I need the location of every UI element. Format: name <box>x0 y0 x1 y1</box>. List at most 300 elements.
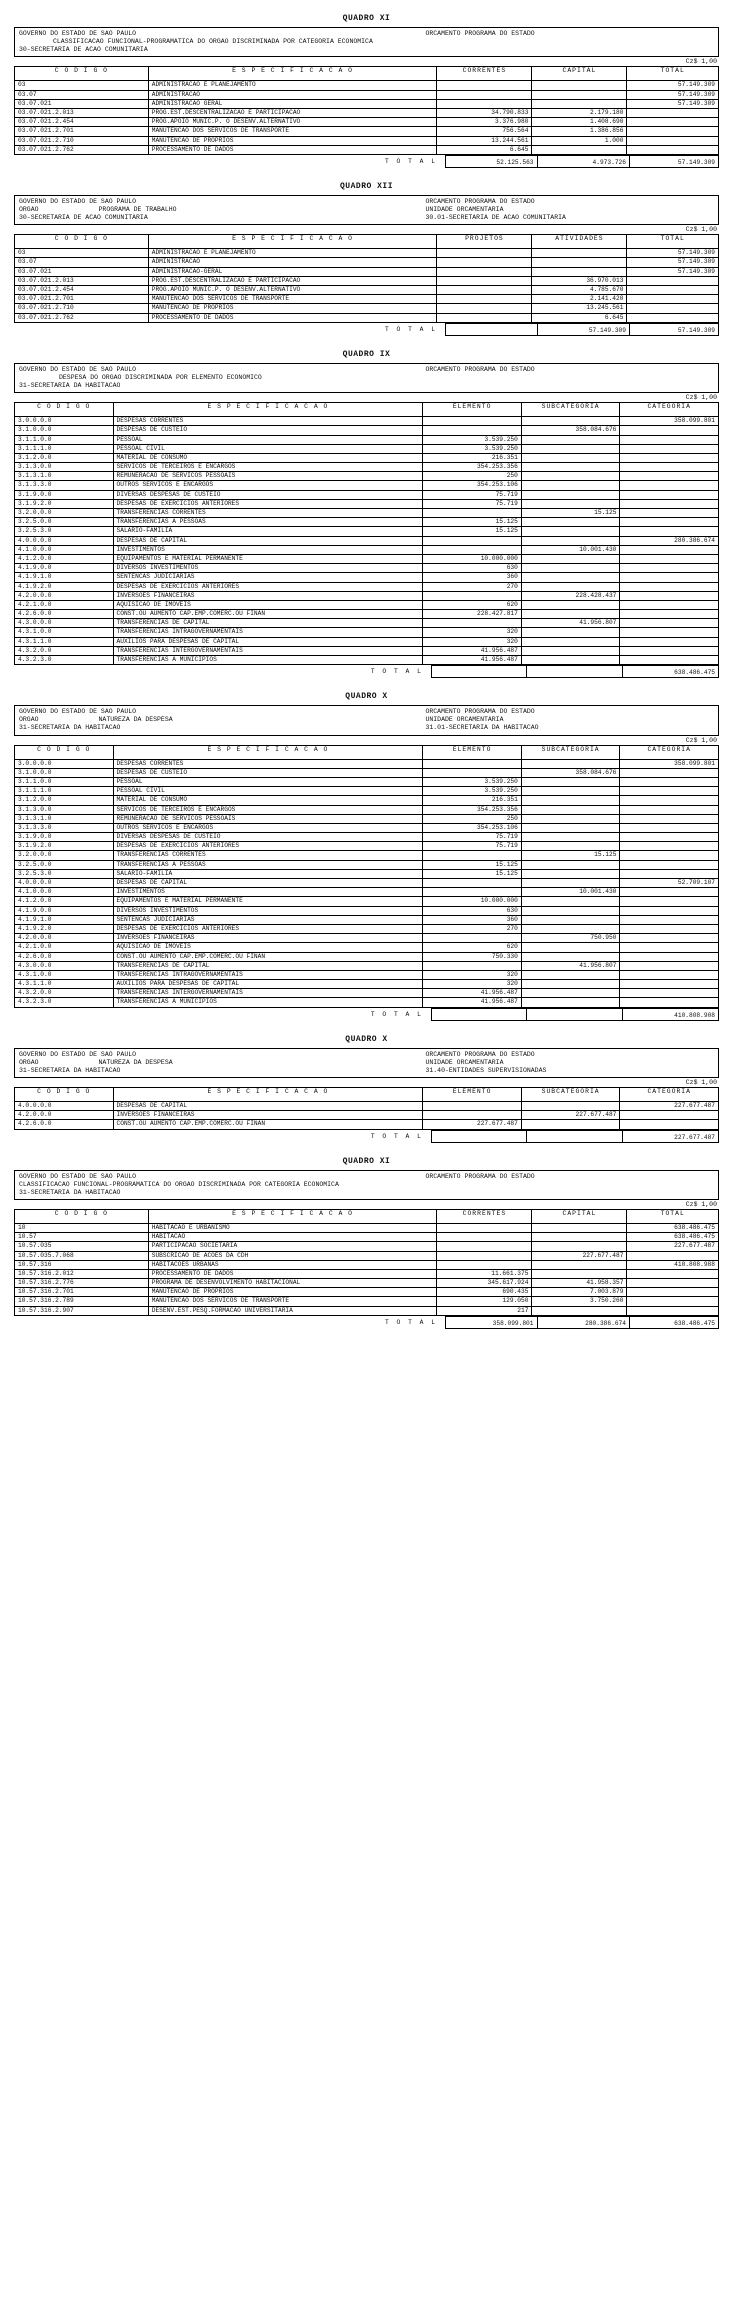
cell-value-3: 57.149.309 <box>627 249 719 258</box>
cell-especificacao: TRANSFERENCIAS INTRAGOVERNAMENTAIS <box>113 628 423 637</box>
cell-especificacao: TRANSFERENCIAS INTERGOVERNAMENTAIS <box>113 989 423 998</box>
cell-value-1: 13.244.561 <box>437 136 532 145</box>
cell-value-3 <box>627 313 719 322</box>
quadro-title: QUADRO XI <box>342 14 391 23</box>
cell-value-1 <box>437 249 532 258</box>
table-row <box>15 1297 719 1306</box>
table-header-row <box>15 1209 719 1223</box>
table-row <box>15 656 719 665</box>
cell-value-2 <box>521 897 620 906</box>
cell-value-1: 250 <box>423 814 522 823</box>
cell-value-2 <box>521 998 620 1007</box>
cell-value-1: 630 <box>423 564 522 573</box>
cell-value-1: 3.376.980 <box>437 118 532 127</box>
cell-codigo: 03.07.021 <box>15 99 149 108</box>
cell-codigo: 3.2.5.0.0 <box>15 518 114 527</box>
cell-codigo: 3.1.2.0.0 <box>15 453 114 462</box>
cell-especificacao: SENTENCAS JUDICIARIAS <box>113 915 423 924</box>
cell-value-3 <box>620 823 719 832</box>
cell-codigo: 3.1.1.0.0 <box>15 777 114 786</box>
cell-value-2 <box>521 527 620 536</box>
cell-codigo: 10.57.316.2.776 <box>15 1279 149 1288</box>
cell-value-1 <box>423 888 522 897</box>
total-atividades: 57.149.309 <box>538 323 630 336</box>
total-categoria: 227.677.487 <box>623 1130 719 1143</box>
table-body <box>15 1223 719 1315</box>
cell-codigo: 03 <box>15 249 149 258</box>
cell-value-2 <box>532 1306 627 1315</box>
cell-especificacao: PROGRAMA DE DESENVOLVIMENTO HABITACIONAL <box>148 1279 437 1288</box>
cell-especificacao: PROG.APOIO MUNIC.P. O DESENV.ALTERNATIVO <box>148 118 437 127</box>
cell-codigo: 3.2.0.0.0 <box>15 851 114 860</box>
cell-codigo: 3.1.9.0.0 <box>15 833 114 842</box>
cell-value-1: 129.050 <box>437 1297 532 1306</box>
cell-value-1: 354.253.106 <box>423 823 522 832</box>
cell-value-1 <box>423 426 522 435</box>
cell-value-3 <box>620 897 719 906</box>
cell-value-2: 227.677.487 <box>521 1111 620 1120</box>
cell-value-3 <box>620 646 719 655</box>
col-categoria: CATEGORIA <box>620 403 719 417</box>
orcamento-label: ORCAMENTO PROGRAMA DO ESTADO <box>425 197 535 205</box>
cell-value-3 <box>620 518 719 527</box>
cell-especificacao: PROCESSAMENTO DE DADOS <box>148 145 437 154</box>
table-row <box>15 108 719 117</box>
cell-value-2 <box>521 435 620 444</box>
quadro-block-5 <box>14 1048 719 1143</box>
col-subcategoria: SUBCATEGORIA <box>521 403 620 417</box>
quadro-title: QUADRO IX <box>342 349 391 359</box>
col-especificacao: E S P E C I F I C A C A O <box>113 403 423 417</box>
orgao-value: 31-SECRETARIA DA HABITACAO <box>19 1188 121 1196</box>
cell-especificacao: TRANSFERENCIAS DE CAPITAL <box>113 961 423 970</box>
table-row <box>15 527 719 536</box>
cell-value-2 <box>521 906 620 915</box>
cell-value-2 <box>521 481 620 490</box>
cell-value-1 <box>423 536 522 545</box>
quadro-header <box>14 195 719 225</box>
cell-codigo: 4.2.0.0.0 <box>15 591 114 600</box>
table-row <box>15 444 719 453</box>
table-header-row <box>15 235 719 249</box>
table-row <box>15 805 719 814</box>
cell-codigo: 4.2.6.0.0 <box>15 1120 114 1129</box>
cell-value-3 <box>620 554 719 563</box>
cell-codigo: 4.3.2.0.0 <box>15 646 114 655</box>
cell-value-1: 3.539.250 <box>423 787 522 796</box>
cell-especificacao: PARTICIPACAO SOCIETARIA <box>148 1242 437 1251</box>
quadro-header <box>14 705 719 735</box>
quadro-block-1 <box>14 27 719 168</box>
quadro-header <box>14 1048 719 1078</box>
col-codigo: C O D I G O <box>15 403 114 417</box>
cell-especificacao: DESPESAS DE CUSTEIO <box>113 426 423 435</box>
cell-value-2 <box>521 777 620 786</box>
table-row <box>15 295 719 304</box>
col-total: TOTAL <box>627 67 719 81</box>
cell-value-1 <box>423 1111 522 1120</box>
table-row <box>15 1120 719 1129</box>
cell-value-3 <box>620 564 719 573</box>
cell-value-3 <box>620 943 719 952</box>
cell-value-1: 15.125 <box>423 527 522 536</box>
cell-value-3 <box>620 509 719 518</box>
table-row <box>15 453 719 462</box>
cell-especificacao: ADMINISTRACAO E PLANEJAMENTO <box>148 249 437 258</box>
col-total: TOTAL <box>627 1209 719 1223</box>
cell-codigo: 4.3.1.1.0 <box>15 637 114 646</box>
cell-value-2 <box>521 1102 620 1111</box>
cell-value-2 <box>521 814 620 823</box>
total-total: 638.486.475 <box>630 1316 719 1329</box>
cell-value-2 <box>521 989 620 998</box>
cell-value-2: 41.956.807 <box>521 619 620 628</box>
cell-value-3 <box>627 295 719 304</box>
table-row <box>15 952 719 961</box>
cell-value-2 <box>521 600 620 609</box>
cell-value-1 <box>437 1260 532 1269</box>
cell-value-2 <box>521 554 620 563</box>
cell-value-1: 75.719 <box>423 842 522 851</box>
cell-codigo: 4.0.0.0.0 <box>15 1102 114 1111</box>
orgao-label: ORGAO <box>19 1058 39 1066</box>
cell-especificacao: DESPESAS DE CAPITAL <box>113 1102 423 1111</box>
total-correntes: 358.099.801 <box>445 1316 538 1329</box>
cell-value-2 <box>521 453 620 462</box>
cell-value-2: 41.956.807 <box>521 961 620 970</box>
cell-value-2 <box>521 656 620 665</box>
total-categoria: 638.486.475 <box>623 665 719 678</box>
cell-value-3 <box>627 1306 719 1315</box>
cell-value-3: 57.149.309 <box>627 99 719 108</box>
cell-value-3 <box>620 998 719 1007</box>
table-row <box>15 1269 719 1278</box>
cell-codigo: 4.3.2.0.0 <box>15 989 114 998</box>
cell-codigo: 10 <box>15 1223 149 1232</box>
cell-value-3 <box>620 915 719 924</box>
cell-value-3 <box>620 435 719 444</box>
orcamento-label: ORCAMENTO PROGRAMA DO ESTADO <box>425 1172 535 1180</box>
cell-value-2: 3.750.260 <box>532 1297 627 1306</box>
cell-codigo: 03.07.021.2.710 <box>15 136 149 145</box>
cell-value-3 <box>620 453 719 462</box>
cell-codigo: 03.07.021.2.762 <box>15 313 149 322</box>
cell-especificacao: CONST.OU AUMENTO CAP.EMP.COMERC.OU FINAN <box>113 952 423 961</box>
quadro-title: QUADRO XII <box>339 181 393 191</box>
cell-value-3 <box>627 1297 719 1306</box>
total-label: T O T A L <box>370 1132 423 1140</box>
cell-value-3 <box>620 637 719 646</box>
cell-value-3 <box>620 610 719 619</box>
cell-codigo: 03.07 <box>15 258 149 267</box>
cell-value-3 <box>620 869 719 878</box>
total-subcategoria <box>527 1008 623 1021</box>
cell-value-2: 1.000 <box>532 136 627 145</box>
cell-value-3: 358.099.801 <box>620 417 719 426</box>
gov-label: GOVERNO DO ESTADO DE SAO PAULO <box>19 365 137 373</box>
cell-value-1 <box>437 81 532 90</box>
table-row <box>15 915 719 924</box>
cell-value-1 <box>437 276 532 285</box>
cell-value-2: 750.950 <box>521 934 620 943</box>
moeda-label: Cz$ 1,00 <box>685 736 717 744</box>
cell-especificacao: TRANSFERENCIAS CORRENTES <box>113 851 423 860</box>
cell-codigo: 03.07.021.2.454 <box>15 286 149 295</box>
cell-especificacao: EQUIPAMENTOS E MATERIAL PERMANENTE <box>113 897 423 906</box>
cell-especificacao: DESPESAS DE CAPITAL <box>113 879 423 888</box>
cell-value-1 <box>437 313 532 322</box>
col-subcategoria: SUBCATEGORIA <box>521 1088 620 1102</box>
cell-value-3: 227.677.487 <box>627 1242 719 1251</box>
col-categoria: CATEGORIA <box>620 1088 719 1102</box>
table-row <box>15 610 719 619</box>
cell-value-1: 15.125 <box>423 518 522 527</box>
cell-especificacao: INVERSOES FINANCEIRAS <box>113 591 423 600</box>
table-row <box>15 554 719 563</box>
cell-value-1: 227.677.487 <box>423 1120 522 1129</box>
cell-especificacao: EQUIPAMENTOS E MATERIAL PERMANENTE <box>113 554 423 563</box>
cell-especificacao: DESPESAS DE EXERCICIOS ANTERIORES <box>113 499 423 508</box>
table-row <box>15 1233 719 1242</box>
cell-value-3 <box>620 591 719 600</box>
cell-codigo: 3.1.3.0.0 <box>15 463 114 472</box>
table-row <box>15 564 719 573</box>
cell-value-3 <box>620 934 719 943</box>
total-elemento <box>431 1008 527 1021</box>
cell-codigo: 3.1.3.1.0 <box>15 472 114 481</box>
cell-value-3 <box>620 499 719 508</box>
unidade-value: 30.01-SECRETARIA DE ACAO COMUNITARIA <box>425 214 566 222</box>
cell-value-3 <box>627 304 719 313</box>
cell-especificacao: MATERIAL DE CONSUMO <box>113 796 423 805</box>
cell-codigo: 4.1.9.2.0 <box>15 924 114 933</box>
table-row <box>15 509 719 518</box>
table-row <box>15 1260 719 1269</box>
cell-value-2 <box>521 472 620 481</box>
table-row <box>15 1223 719 1232</box>
col-capital: CAPITAL <box>532 1209 627 1223</box>
cell-especificacao: PROCESSAMENTO DE DADOS <box>148 1269 437 1278</box>
cell-value-1: 320 <box>423 970 522 979</box>
table-row <box>15 619 719 628</box>
table-row <box>15 888 719 897</box>
table-row <box>15 989 719 998</box>
cell-especificacao: INVERSOES FINANCEIRAS <box>113 934 423 943</box>
cell-value-3 <box>620 463 719 472</box>
table-row <box>15 842 719 851</box>
cell-value-3 <box>620 426 719 435</box>
cell-value-1 <box>423 509 522 518</box>
cell-codigo: 3.1.3.3.0 <box>15 481 114 490</box>
table-row <box>15 1111 719 1120</box>
natureza-label: NATUREZA DA DESPESA <box>98 716 173 724</box>
cell-value-3 <box>627 1288 719 1297</box>
cell-especificacao: MANUTENCAO DOS SERVICOS DE TRANSPORTE <box>148 295 437 304</box>
cell-codigo: 10.57.035 <box>15 1242 149 1251</box>
cell-especificacao: TRANSFERENCIAS INTERGOVERNAMENTAIS <box>113 646 423 655</box>
cell-value-2 <box>521 518 620 527</box>
cell-codigo: 4.3.1.0.0 <box>15 970 114 979</box>
col-elemento: ELEMENTO <box>423 1088 522 1102</box>
cell-especificacao: HABITACAO <box>148 1233 437 1242</box>
table-body <box>15 1102 719 1130</box>
quadro-subtitle: CLASSIFICACAO FUNCIONAL-PROGRAMATICA DO ORGAO DISCRIMINADA POR CATEGORIA ECONOMICA <box>19 1180 339 1188</box>
table-row <box>15 869 719 878</box>
table-row <box>15 499 719 508</box>
table-row <box>15 860 719 869</box>
table-header-row <box>15 745 719 759</box>
cell-value-1: 3.539.250 <box>423 777 522 786</box>
quadro-header <box>14 1170 719 1200</box>
table-row <box>15 591 719 600</box>
cell-codigo: 10.57.316.2.701 <box>15 1288 149 1297</box>
cell-codigo: 03.07.021.2.701 <box>15 127 149 136</box>
cell-value-2 <box>532 1233 627 1242</box>
cell-codigo: 3.2.5.3.0 <box>15 527 114 536</box>
cell-especificacao: OUTROS SERVICOS E ENCARGOS <box>113 481 423 490</box>
cell-value-1: 3.539.250 <box>423 435 522 444</box>
cell-value-3 <box>620 768 719 777</box>
cell-especificacao: ADMINISTRACAO E PLANEJAMENTO <box>148 81 437 90</box>
cell-codigo: 4.1.2.0.0 <box>15 554 114 563</box>
cell-codigo: 3.1.0.0.0 <box>15 768 114 777</box>
orgao-value: 31-SECRETARIA DA HABITACAO <box>19 382 121 389</box>
cell-value-3 <box>620 1111 719 1120</box>
cell-codigo: 10.57.316 <box>15 1260 149 1269</box>
table-row <box>15 897 719 906</box>
cell-value-3: 57.149.309 <box>627 267 719 276</box>
cell-value-3 <box>620 980 719 989</box>
table-row <box>15 646 719 655</box>
cell-value-1 <box>437 267 532 276</box>
table-row <box>15 998 719 1007</box>
cell-codigo: 4.1.0.0.0 <box>15 888 114 897</box>
cell-especificacao: DESPESAS DE CUSTEIO <box>113 768 423 777</box>
cell-especificacao: REMUNERACAO DE SERVICOS PESSOAIS <box>113 472 423 481</box>
cell-value-2: 6.645 <box>532 313 627 322</box>
orgao-value: 30-SECRETARIA DE ACAO COMUNITARIA <box>19 214 148 222</box>
cell-especificacao: DESPESAS DE EXERCICIOS ANTERIORES <box>113 582 423 591</box>
cell-value-2 <box>521 610 620 619</box>
cell-especificacao: SENTENCAS JUDICIARIAS <box>113 573 423 582</box>
cell-value-1 <box>423 879 522 888</box>
cell-value-3: 57.149.309 <box>627 258 719 267</box>
cell-value-1 <box>437 1233 532 1242</box>
table-row <box>15 286 719 295</box>
table-row <box>15 258 719 267</box>
cell-codigo: 4.1.0.0.0 <box>15 545 114 554</box>
col-especificacao: E S P E C I F I C A C A O <box>148 1209 437 1223</box>
cell-value-1: 75.719 <box>423 499 522 508</box>
cell-value-1: 10.000.000 <box>423 897 522 906</box>
cell-value-2 <box>521 860 620 869</box>
table-row <box>15 267 719 276</box>
cell-codigo: 4.3.1.0.0 <box>15 628 114 637</box>
cell-value-2 <box>521 564 620 573</box>
cell-especificacao: PROG.EST.DESCENTRALIZACAO E PARTICIPACAO <box>148 108 437 117</box>
table-row <box>15 1251 719 1260</box>
cell-value-3 <box>620 989 719 998</box>
cell-especificacao: ADMINISTRACAO <box>148 90 437 99</box>
document-page <box>0 14 733 1329</box>
gov-label: GOVERNO DO ESTADO DE SAO PAULO <box>19 708 137 716</box>
total-subcategoria <box>527 1130 623 1143</box>
unidade-value: 31.01-SECRETARIA DA HABITACAO <box>425 724 539 732</box>
col-categoria: CATEGORIA <box>620 745 719 759</box>
cell-value-1: 6.645 <box>437 145 532 154</box>
moeda-label: Cz$ 1,00 <box>685 58 717 66</box>
cell-codigo: 4.1.9.0.0 <box>15 564 114 573</box>
cell-value-3 <box>620 952 719 961</box>
cell-codigo: 3.2.5.0.0 <box>15 860 114 869</box>
cell-codigo: 4.2.6.0.0 <box>15 610 114 619</box>
table-body <box>15 81 719 155</box>
col-codigo: C O D I G O <box>15 67 149 81</box>
cell-value-1: 360 <box>423 915 522 924</box>
total-label: T O T A L <box>384 1318 437 1326</box>
cell-codigo: 03.07.021.2.710 <box>15 304 149 313</box>
table-row <box>15 536 719 545</box>
cell-value-2: 36.970.013 <box>532 276 627 285</box>
cell-value-3 <box>620 961 719 970</box>
total-label: T O T A L <box>384 325 437 333</box>
cell-value-1: 630 <box>423 906 522 915</box>
cell-especificacao: CONST.OU AUMENTO CAP.EMP.COMERC.OU FINAN <box>113 610 423 619</box>
total-row <box>14 323 719 336</box>
cell-value-2 <box>521 646 620 655</box>
cell-value-3 <box>627 1269 719 1278</box>
table-body <box>15 417 719 665</box>
quadro-block-6 <box>14 1170 719 1329</box>
table-row <box>15 417 719 426</box>
table-row <box>15 1242 719 1251</box>
table-row <box>15 600 719 609</box>
cell-value-3: 638.486.475 <box>627 1233 719 1242</box>
cell-codigo: 3.1.9.2.0 <box>15 499 114 508</box>
table-row <box>15 768 719 777</box>
cell-value-1: 620 <box>423 600 522 609</box>
cell-codigo: 4.1.9.1.0 <box>15 915 114 924</box>
cell-codigo: 03 <box>15 81 149 90</box>
cell-value-1: 217 <box>437 1306 532 1315</box>
cell-especificacao: HABITACAO E URBANISMO <box>148 1223 437 1232</box>
cell-codigo: 03.07 <box>15 90 149 99</box>
cell-value-2 <box>521 970 620 979</box>
cell-value-3: 57.149.309 <box>627 90 719 99</box>
cell-value-2: 1.386.856 <box>532 127 627 136</box>
table-row <box>15 980 719 989</box>
cell-value-2 <box>521 833 620 842</box>
orcamento-label: ORCAMENTO PROGRAMA DO ESTADO <box>425 30 535 37</box>
table-row <box>15 145 719 154</box>
cell-value-2 <box>532 99 627 108</box>
cell-value-3 <box>620 573 719 582</box>
orcamento-label: ORCAMENTO PROGRAMA DO ESTADO <box>425 365 535 373</box>
table-row <box>15 777 719 786</box>
table-row <box>15 304 719 313</box>
cell-value-1: 228.427.817 <box>423 610 522 619</box>
table-row <box>15 481 719 490</box>
table-body <box>15 249 719 323</box>
cell-value-3 <box>620 924 719 933</box>
cell-value-1: 41.956.487 <box>423 998 522 1007</box>
cell-value-1: 10.000.000 <box>423 554 522 563</box>
cell-codigo: 03.07.021 <box>15 267 149 276</box>
cell-value-1: 320 <box>423 637 522 646</box>
cell-value-1: 354.253.356 <box>423 805 522 814</box>
cell-value-2 <box>532 81 627 90</box>
quadro-table <box>14 402 719 665</box>
